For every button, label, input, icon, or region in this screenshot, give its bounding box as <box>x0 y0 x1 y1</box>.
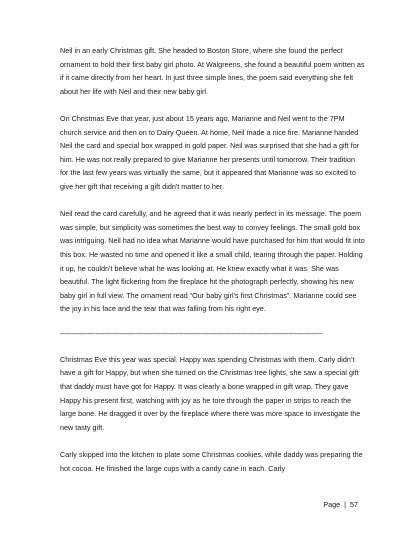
paragraph-2: On Christmas Eve that year, just about 15 years ago, Marianne and Neil went to the 7PM church service and then on to Dairy Queen. At home, Neil made a nice fire. Marianne handed Neil the card and special box wrapped in gold paper. Neil was surprised that she had a gift for him. He was not really prepared to give Marianne her presents until tomorrow. Their tradition for the last few years was virtually the same, but it appeared that Marianne was so excited to give her gift that receiving a gift didn't matter to her. <box>60 113 360 191</box>
page-label: Page <box>323 500 341 509</box>
paragraph-1: Neil in an early Christmas gift. She headed to Boston Store, where she found the perfect ornament to hold their first baby girl photo. At Walgreens, she found a beautiful poem written as if it came directly from her heart. In just three simple lines, the poem said everything she felt about her life with Neil and their new baby girl. <box>60 46 365 96</box>
page-number: 57 <box>350 500 358 509</box>
section-separator: ----------------------------------------------------------------------------------------------------------------------------- <box>60 328 322 338</box>
page-footer <box>323 500 358 510</box>
paragraph-4: Christmas Eve this year was special. Happy was spending Christmas with them. Carly didn’t have a gift for Happy, but when she turned on the Christmas tree lights, she saw a special gift that daddy must have got for Happy. It was clearly a bone wrapped in gift wrap. They gave Happy his present first, watching with joy as he tore through the paper in strips to reach the large bone. He dragged it over by the fireplace where there was more space to investigate the new tasty gift. <box>60 354 361 432</box>
body-text <box>60 44 365 475</box>
paragraph-5: Carly skipped into the kitchen to plate some Christmas cookies, while daddy was preparing the hot cocoa. He finished the large cups with a candy cane in each. Carly <box>60 450 363 473</box>
paragraph-3: Neil read the card carefully, and he agreed that it was nearly perfect in its message. The poem was simple, but simplicity was sometimes the best way to convey feelings. The small gold box was intriguing. Neil had no idea what Marianne would have purchased for him that would fit into this box. He wasted no time and opened it like a small child, tearing through the paper. Holding it up, he couldn't believe what he was looking at. He knew exactly what it was. She was beautiful. The light flickering from the fireplace hit the photograph perfectly, showing his new baby girl in full view. The ornament read “Our baby girl’s first Christmas”. Marianne could see the joy in his face and the tear that was falling from his right eye. <box>60 209 365 314</box>
page-separator: | <box>344 500 346 509</box>
section-after-separator <box>60 353 365 475</box>
